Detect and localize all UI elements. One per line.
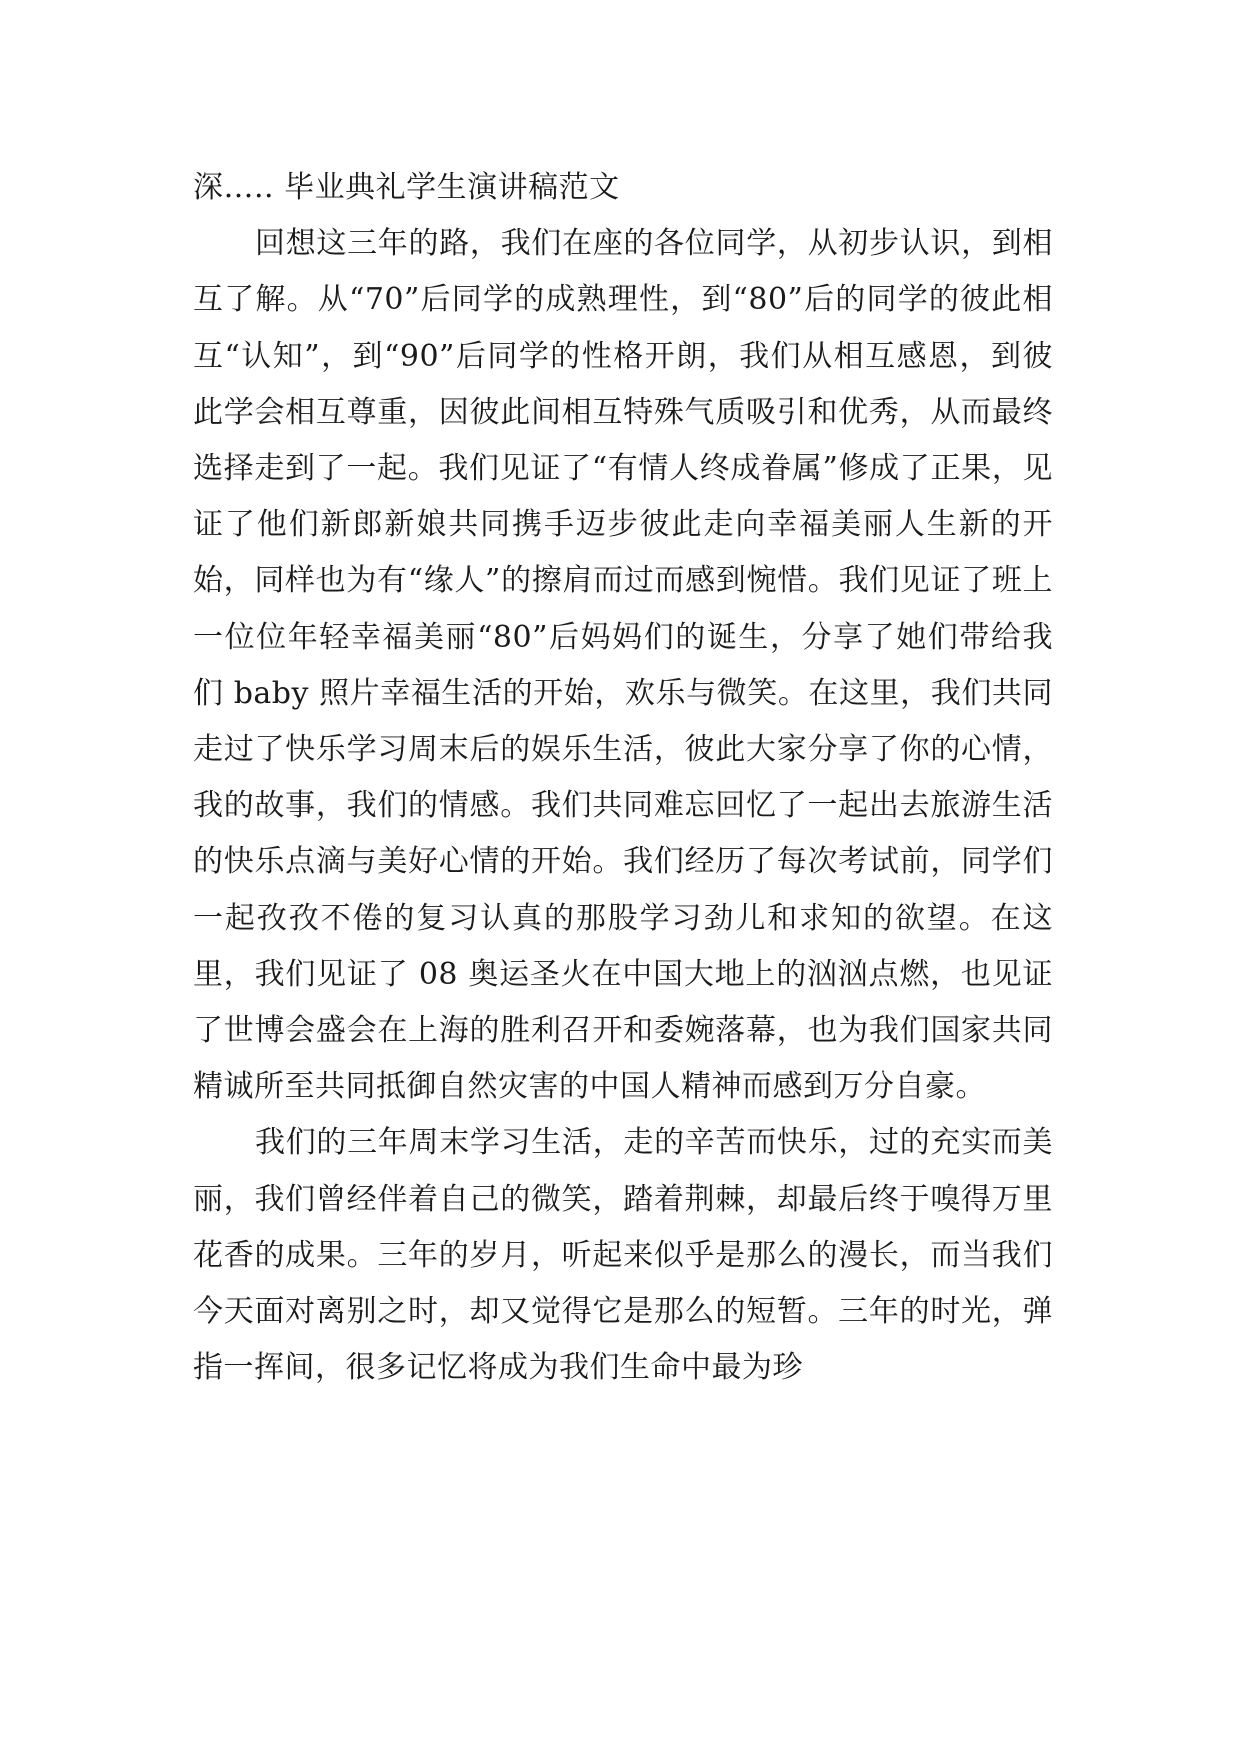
opening-line: 深….. 毕业典礼学生演讲稿范文 bbox=[193, 170, 620, 205]
paragraph-1: 回想这三年的路，我们在座的各位同学，从初步认识，到相互了解。从“70”后同学的成熟理性，到“80”后的同学的彼此相互“认知”，到“90”后同学的性格开朗，我们从相互感恩，到彼此学会相互尊重，因彼此间相互特殊气质吸引和优秀，从而最终选择走到了一起。我们见证了“有情人终成眷属”修成了正果，见证了他们新郎新娘共同携手迈步彼此走向幸福美丽人生新的开始，同样也为有“缘人”的擦肩而过而感到惋惜。我们见证了班上一位位年轻幸福美丽“80”后妈妈们的诞生，分享了她们带给我们 baby 照片幸福生活的开始，欢乐与微笑。在这里，我们共同走过了快乐学习周末后的娱乐生活，彼此大家分享了你的心情，我的故事，我们的情感。我们共同难忘回忆了一起出去旅游生活的快乐点滴与美好心情的开始。我们经历了每次考试前，同学们一起孜孜不倦的复习认真的那股学习劲儿和求知的欲望。在这里，我们见证了 08 奥运圣火在中国大地上的汹汹点燃，也见证了世博会盛会在上海的胜利召开和委婉落幕，也为我们国家共同精诚所至共同抵御自然灾害的中国人精神而感到万分自豪。 bbox=[193, 226, 1053, 1105]
paragraph-2: 我们的三年周末学习生活，走的辛苦而快乐，过的充实而美丽，我们曾经伴着自己的微笑，踏着荆棘，却最后终于嗅得万里花香的成果。三年的岁月，听起来似乎是那么的漫长，而当我们今天面对离别之时，却又觉得它是那么的短暂。三年的时光，弹指一挥间，很多记忆将成为我们生命中最为珍 bbox=[193, 1125, 1053, 1386]
document-body bbox=[193, 160, 1053, 1396]
